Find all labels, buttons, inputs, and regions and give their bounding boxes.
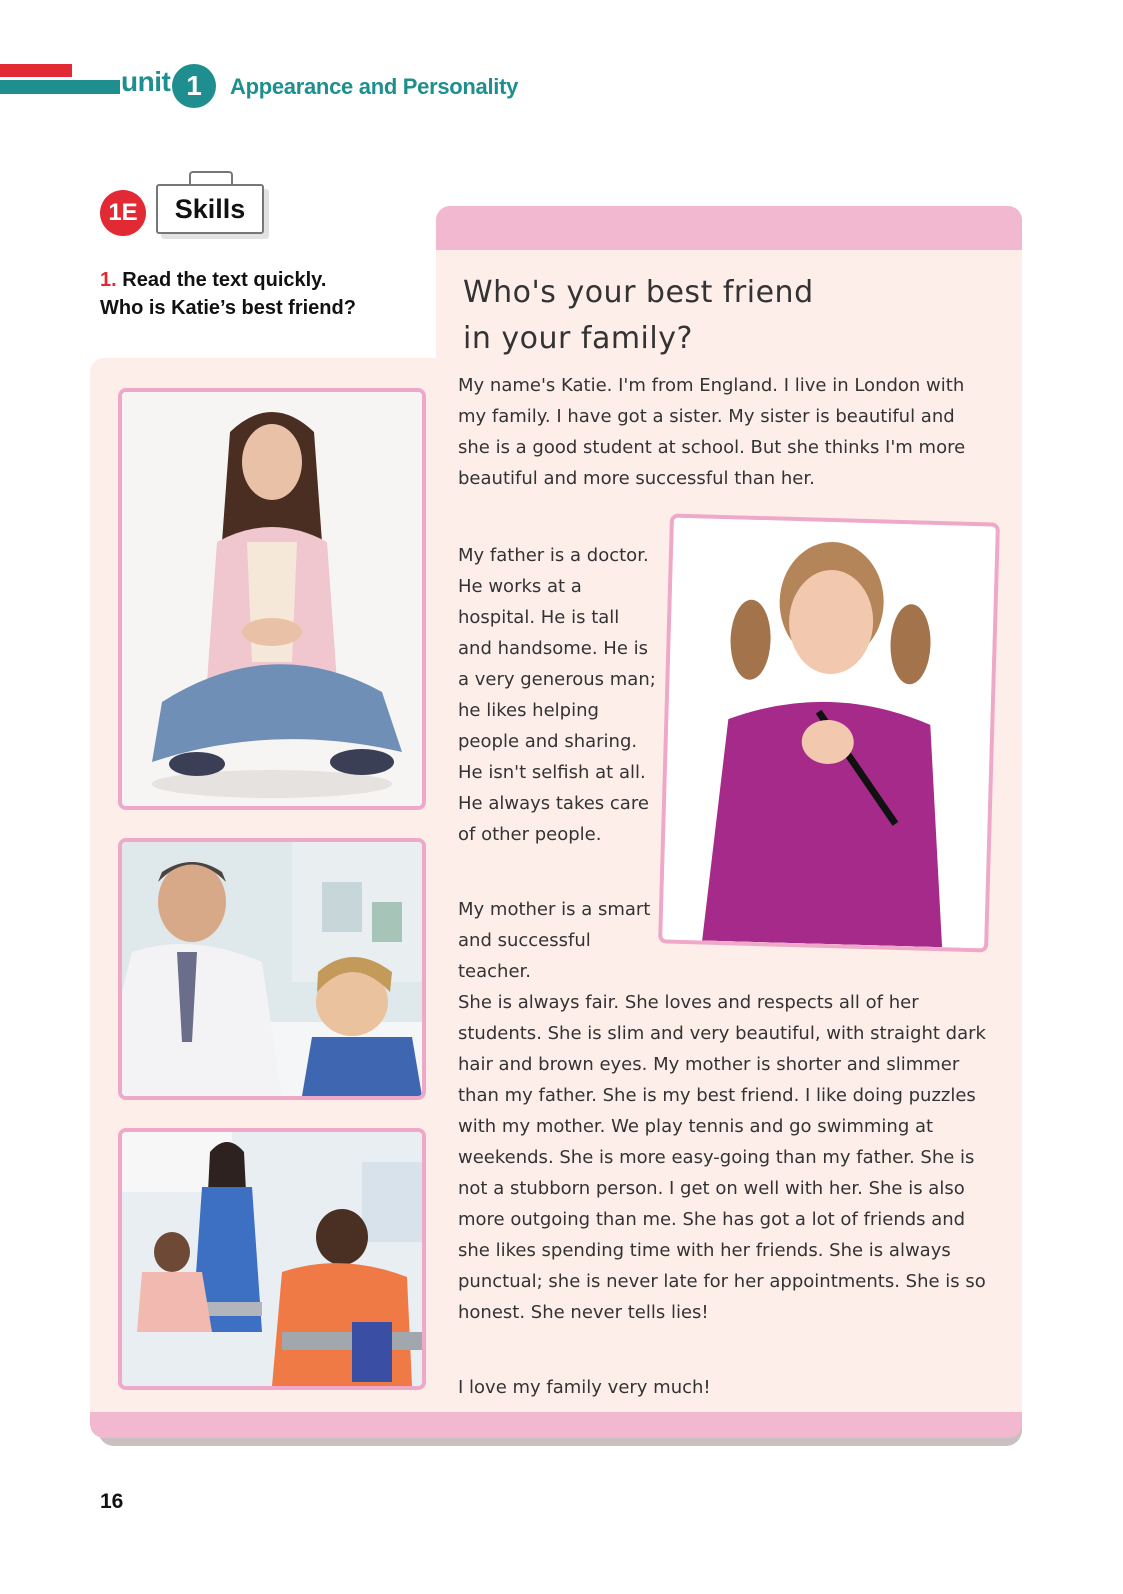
photo-sister — [118, 388, 426, 810]
article-title-line1: Who's your best friend — [463, 275, 814, 310]
unit-title: Appearance and Personality — [230, 74, 519, 99]
article-title — [463, 270, 983, 362]
article-title-line2: in your family? — [463, 321, 693, 356]
article-paragraph-3-rest: She is always fair. She loves and respects all of her students. She is slim and very beautiful, with straight dark hair and brown eyes. My mother is shorter and slimmer than my father. She is my best friend. I like doing puzzles with my mother. We play tennis and go swimming at weekends. She is more easy-going than my father. She is not a stubborn person. I get on well with her. She is also more outgoing than me. She has got a lot of friends and she likes spending time with her friends. She is always punctual; she is never late for her appointments. She is so honest. She never tells lies! — [458, 992, 986, 1323]
unit-number-badge: 1 — [172, 64, 216, 108]
photo-father-doctor — [118, 838, 426, 1100]
question-number: 1. — [100, 269, 117, 291]
section-name-box: Skills — [156, 184, 264, 234]
article-paragraph-1: My name's Katie. I'm from England. I live in London with my family. I have got a sister. My sister is beautiful and she is a good student at school. But she thinks I'm more beautiful and more successful than her. — [458, 375, 966, 489]
exercise-question — [100, 266, 420, 322]
photo-mother-teacher — [118, 1128, 426, 1390]
unit-label: unit — [121, 66, 171, 97]
article-paragraph-2: My father is a doctor. He works at a hospital. He is tall and handsome. He is a very generous man; he likes helping people and sharing. He isn't selfish at all. He always takes care of other people. — [458, 545, 656, 845]
section-code-badge: 1E — [100, 190, 146, 236]
article-paragraph-4: I love my family very much! — [458, 1377, 711, 1398]
question-line1: Read the text quickly. — [122, 269, 327, 291]
page-number: 16 — [100, 1490, 124, 1513]
article-paragraph-3-start: My mother is a smart and successful teacher. — [458, 899, 651, 982]
panel-bottom-band — [90, 1412, 1022, 1438]
panel-top-band — [436, 206, 1022, 250]
photo-katie — [658, 513, 1000, 952]
question-line2: Who is Katie’s best friend? — [100, 297, 356, 319]
header-red-bar — [0, 64, 72, 77]
header-teal-bar — [0, 80, 120, 94]
